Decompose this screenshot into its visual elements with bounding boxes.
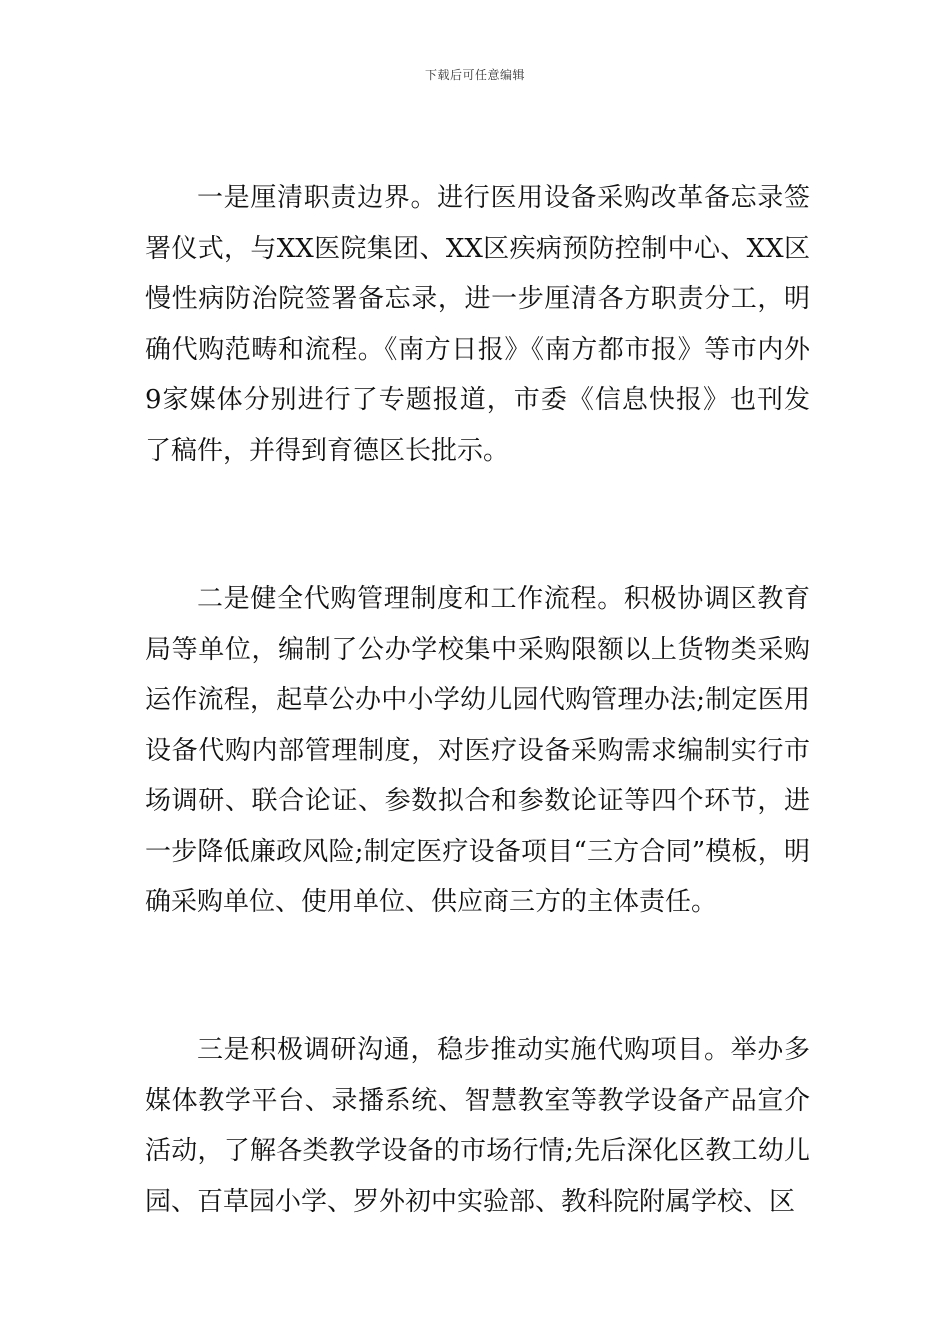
paragraph-2: 二是健全代购管理制度和工作流程。积极协调区教育局等单位，编制了公办学校集中采购限额以上货物类采购运作流程，起草公办中小学幼儿园代购管理办法;制定医用设备代购内部管理制度，对医疗设备采购需求编制实行市场调研、联合论证、参数拟合和参数论证等四个环节，进一步降低廉政风险;制定医疗设备项目“三方合同”模板，明确采购单位、使用单位、供应商三方的主体责任。 <box>145 584 810 917</box>
paragraph-3: 三是积极调研沟通，稳步推动实施代购项目。举办多媒体教学平台、录播系统、智慧教室等教学设备产品宣介活动，了解各类教学设备的市场行情;先后深化区教工幼儿园、百草园小学、罗外初中实验部、教科院附属学校、区 <box>145 1035 810 1217</box>
paragraph-1: 一是厘清职责边界。进行医用设备采购改革备忘录签署仪式，与XX医院集团、XX区疾病预防控制中心、XX区慢性病防治院签署备忘录，进一步厘清各方职责分工，明确代购范畴和流程。《南方日报》《南方都市报》等市内外9家媒体分别进行了专题报道，市委《信息快报》也刊发了稿件，并得到育德区长批示。 <box>145 183 810 466</box>
page-header: 下载后可任意编辑 <box>424 68 525 82</box>
